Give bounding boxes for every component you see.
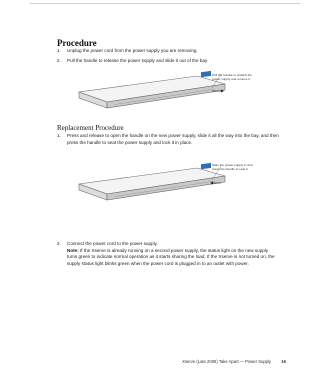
power-supply-highlight (201, 163, 211, 169)
step-text: Pull the handle to release the power supply and slide it out of the bay. (67, 58, 209, 63)
note-text: If the Xserve is already running on a second power supply, the status light on the new supply turns green to indicate normal operation as it starts sharing the load. If the Xserve is not turned on, the supply status light blinks green when the power cord is plugged in to an outlet with power. (67, 247, 275, 266)
figure1-callout: Pull the handle to unlatch the power supply and remove it. (212, 73, 252, 81)
step-number: 2. (57, 241, 61, 246)
step-text: Press and release to open the handle on the new power supply, slide it all the way into the bay, and then press the handle to seat the power supply and lock it in place. (67, 133, 279, 145)
step-number: 1. (57, 133, 61, 138)
step-text: Unplug the power cord from the power supply you are removing. (67, 48, 198, 53)
figure2-callout: Slide the power supply in and press the handle to seat it. (212, 163, 253, 171)
page-number: 16 (281, 359, 286, 364)
subsection-title: Replacement Procedure (57, 124, 124, 132)
step-number: 1. (57, 48, 61, 53)
step-2-text: Connect the power cord to the power supply. (67, 241, 158, 246)
footer-text: Xserve (Late 2006) Take Apart — Power Supply (182, 359, 271, 364)
power-supply-highlight (201, 71, 211, 77)
top-rule (30, 3, 300, 4)
step-number: 2. (57, 58, 61, 63)
step-text (67, 241, 279, 267)
note-label: Note: (67, 247, 79, 253)
section-title: Procedure (57, 38, 97, 48)
